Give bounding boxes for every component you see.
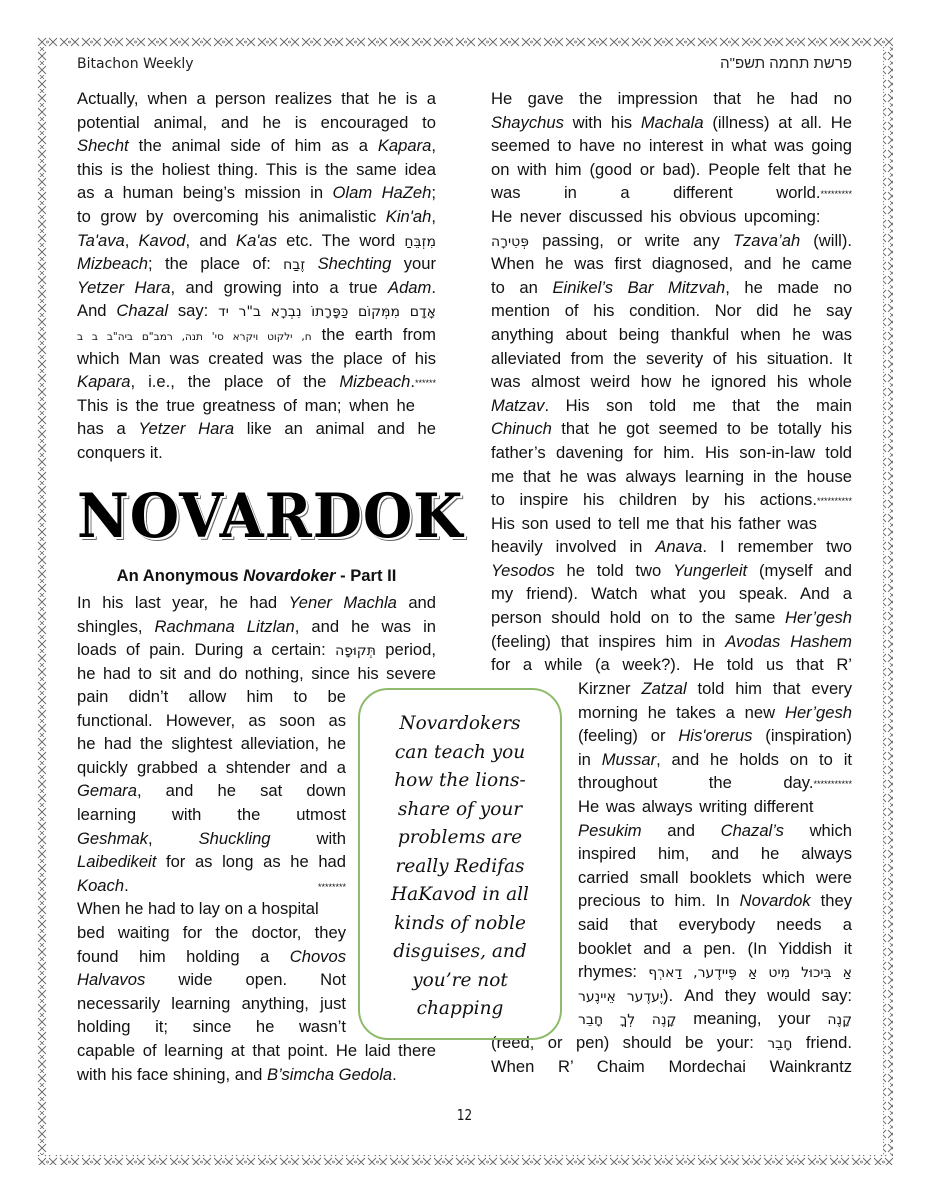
italic-term: Chazal [116,301,169,321]
italic-term: Matzav [491,395,545,415]
text-run: friend. [792,1033,852,1052]
text-run: throughout the day. [578,773,814,793]
text-run: the animal side of him as a [128,136,378,156]
text-line [77,591,436,615]
text-run: like an animal and he [234,419,436,439]
text-line [491,323,852,347]
hebrew-citation: ח, ילקוט ויקרא סי' תנה, רמב"ם ביה"ב ב ב [77,330,312,343]
italic-term: Ta'ava [77,230,125,250]
text-run: has a [77,419,139,439]
text-run: , [431,136,436,156]
left-article-full-width [77,591,436,685]
text-run: say: [168,301,219,321]
pull-quote-line: really Redifas [395,855,525,877]
italic-term: Ka'as [236,230,278,250]
text-run: ; [431,183,437,203]
text-run: with [270,828,346,848]
text-run: . [431,277,436,297]
left-article-wrapped [77,685,346,1039]
text-line [77,897,346,921]
italic-term: Her’gesh [784,608,852,628]
italic-term: Kapara [377,136,432,156]
pull-quote-box [358,688,562,1040]
text-line [491,488,852,512]
text-run: rhymes: [578,962,649,982]
text-line [491,465,852,489]
text-line [77,968,346,992]
text-line [491,276,852,300]
text-run: mention of his condition. Nor did he say [491,301,852,321]
text-run: potential animal, and he is encouraged to [77,112,436,132]
text-run: (will). [800,230,852,250]
text-run: . His son told me that the main [544,395,852,415]
text-run: (myself and [747,560,852,580]
italic-term: Yungerleit [673,560,748,580]
text-line [491,205,852,229]
text-line [491,299,852,323]
text-line [578,937,852,961]
text-line [77,323,436,347]
hebrew-word: אָדָם מִמְּקוֹם כַּפָּרָתוֹ נִבְרָא ב"ר יד [218,304,437,321]
text-line [578,889,852,913]
text-line [77,205,436,229]
text-line [578,819,852,843]
text-line [77,638,436,662]
italic-term: Mizbeach [339,372,411,392]
text-run: was almost weird how he ignored his whole [491,372,852,392]
text-line [77,441,436,465]
text-line [491,535,852,559]
text-line [77,229,436,253]
text-line [491,229,852,253]
italic-term: Kin'ah [385,206,432,226]
text-run: (feeling) or [578,726,679,746]
section-separator-stars: *********** [813,779,852,790]
text-run: , and [185,230,237,250]
text-run: my friend). Watch what you speak. And a [491,584,852,604]
text-line [77,827,346,851]
text-line [77,181,436,205]
text-line [77,615,436,639]
italic-term: Pesukim [578,820,642,840]
text-run: said that everybody needs a [578,914,852,934]
text-line [77,850,346,874]
section-separator-stars: ********** [816,496,852,507]
text-run: father’s davening for him. His son-in-law told [491,442,852,462]
italic-term: Yesodos [491,560,555,580]
italic-term: Mizbeach [77,254,149,274]
pull-quote-line: Novardokers [399,713,521,734]
hebrew-word: תְּקוּפָה [335,643,376,660]
italic-term: Shechting [317,254,392,274]
right-column-end [491,1031,852,1078]
text-run [305,254,317,273]
left-article-end [77,1039,436,1086]
text-line [491,252,852,276]
text-run: person should hold on to the same [491,608,785,628]
text-run: and [641,820,721,840]
text-run: learning with the utmost [77,804,346,824]
text-run: meaning, your [676,1009,828,1029]
text-run: (reed, or pen) should be your: [491,1033,768,1052]
text-line [491,630,852,654]
text-run: , and he sat down [136,781,346,801]
text-line [491,653,852,677]
page-number: 12 [456,1106,473,1124]
text-run: as a human being’s mission in [77,183,333,203]
text-run: In his last year, he had [77,593,289,612]
text-run: , he made no [725,277,852,297]
italic-term: Shuckling [198,828,271,848]
text-run: heavily involved in [491,537,656,557]
text-run: conquers it. [77,442,163,462]
section-separator-stars: ********* [820,189,852,200]
hebrew-word: יֶעדֶער אֵיינֶער [578,988,663,1005]
text-run: to grow by overcoming his animalistic [77,206,386,226]
text-line [491,347,852,371]
italic-term: Chovos [289,946,346,966]
italic-term: Her’gesh [784,702,852,722]
text-run: booklet and a pen. (In Yiddish it [578,938,852,958]
hebrew-word: זֶבַח [283,257,306,274]
right-column-full-width [491,87,852,677]
text-line [491,1055,852,1079]
text-run: ). And they would say: [662,985,852,1005]
text-run: When he had to lay on a hospital [77,899,319,919]
text-line [77,779,346,803]
italic-term: Yetzer Hara [77,277,171,297]
text-line [77,111,436,135]
hebrew-word: קָנֶה [827,1012,852,1029]
text-run: When R’ Chaim Mordechai Wainkrantz [491,1056,852,1076]
article-subtitle [77,566,436,586]
pull-quote-line: problems are [397,827,523,848]
text-run: they [810,891,852,911]
text-run: He gave the impression that he had no [491,89,852,108]
text-line [77,417,436,441]
text-line [578,1007,852,1031]
text-run: to inspire his children by his actions. [491,490,817,510]
text-run: pain didn’t allow him to be [77,687,346,706]
subtitle-prefix: An Anonymous [116,566,244,585]
italic-term: Adam [388,277,432,297]
text-line [77,992,346,1016]
text-line [77,756,346,780]
text-line [77,1015,346,1039]
text-line [491,606,852,630]
text-run: and [396,593,437,612]
text-run: passing, or write any [529,230,733,250]
text-line [578,866,852,890]
section-separator-stars: ******** [317,881,346,892]
text-line [578,771,852,795]
pull-quote-line: share of your [397,798,523,820]
hebrew-word: אַ בִּיכוּל מִיט אַ פֶּיידֶער, דַארְף [648,965,852,982]
italic-term: Shecht [77,136,129,156]
section-separator-stars: ****** [414,378,436,389]
text-line [77,87,436,111]
text-line [491,394,852,418]
text-run: which [783,820,852,840]
text-line [578,748,852,772]
text-line [578,701,852,725]
text-line [491,582,852,606]
text-run: that he got seemed to be totally his [551,419,852,439]
text-line [491,158,852,182]
text-run: ; the place of: [148,254,284,274]
text-run: . [410,372,415,392]
italic-term: Machala [640,112,704,132]
text-run: , and he was in [294,616,436,636]
italic-term: Halvavos [77,970,146,990]
text-line [77,1039,436,1063]
text-line [77,874,346,898]
pull-quote-line: chapping [416,998,504,1019]
text-line [77,276,436,300]
text-run: . [392,1064,397,1084]
italic-term: Gemara [77,781,137,801]
text-run: shingles, [77,616,155,636]
text-run: he had to sit and do nothing, since his severe [77,663,436,683]
text-run: carried small booklets which were [578,867,852,887]
left-column-intro [77,87,436,465]
italic-term: Novardok [739,891,811,911]
text-line [491,370,852,394]
italic-term: Shaychus [491,112,564,132]
text-line [77,662,436,686]
text-line [578,724,852,748]
italic-term: Chinuch [491,419,552,439]
hebrew-word: פְּטִירָה [491,233,530,250]
text-run: He was always writing different [578,796,814,816]
hebrew-word: קָנֶה לְךָ חָבֵר [578,1012,677,1029]
text-line [77,685,346,709]
italic-term: Mussar [601,749,657,769]
pull-quote-line: disguises, and [393,941,527,962]
text-run: with his [563,112,641,132]
text-run: capable of learning at that point. He laid there [77,1041,436,1060]
text-run: . [124,875,129,895]
text-line [77,803,346,827]
italic-term: Yetzer Hara [138,419,235,439]
subtitle-italic: Novardoker [243,566,336,585]
text-run: he had the slightest alleviation, he [77,734,346,754]
publication-name: Bitachon Weekly [77,56,194,72]
text-run: , [431,206,436,226]
text-line [77,252,436,276]
text-run: anything about being thankful when he was [491,324,852,344]
text-run: This is the true greatness of man; when he [77,395,415,415]
text-line [491,441,852,465]
italic-term: Rachmana Litzlan [154,616,295,636]
text-line [491,512,852,536]
text-run: He never discussed his obvious upcoming: [491,206,821,226]
text-run: for a while (a week?). He told us that R’ [491,655,852,675]
right-column-wrapped [578,677,852,1031]
text-run: . I remember two [702,537,852,557]
text-line [578,842,852,866]
text-run: in [578,749,602,769]
text-run: , and growing into a true [170,277,389,297]
article-title: NOVARDOK [77,481,464,552]
text-line [578,913,852,937]
text-run: When he was first diagnosed, and he came [491,254,852,274]
text-run: functional. However, as soon as [77,710,346,730]
italic-term: Koach [77,875,125,895]
text-run: wide open. Not [145,970,346,990]
text-line [491,111,852,135]
italic-term: Olam HaZeh [332,183,432,203]
text-run: morning he takes a new [578,702,785,722]
text-run: bed waiting for the doctor, they [77,922,346,942]
pull-quote-line: kinds of noble [394,912,526,934]
text-run: on with him (good or bad). People felt that he [491,159,852,179]
text-line [578,677,852,701]
text-run: for as long as he had [156,852,346,872]
text-run: me that he was always learning in the house [491,466,852,486]
text-line [491,417,852,441]
text-line [77,158,436,182]
text-run: And [77,301,117,321]
text-line [578,795,852,819]
italic-term: Avodas Hashem [725,631,853,651]
text-line [77,945,346,969]
italic-term: B’simcha Gedola [267,1064,393,1084]
text-line [578,960,852,984]
text-run: was in a different world. [491,183,821,203]
text-run: found him holding a [77,946,290,966]
text-run: told him that every [686,679,852,698]
text-run: to an [491,277,553,297]
text-run: Kirzner [578,679,642,698]
text-run: etc. The word [277,230,405,250]
pull-quote-line: you’re not [412,969,508,991]
text-run: Actually, when a person realizes that he is a [77,89,436,108]
italic-term: His'orerus [678,726,753,746]
hebrew-word: מִזְבֵּחַ [404,233,436,250]
text-run: (inspiration) [752,726,852,746]
text-line [77,1063,436,1087]
pull-quote-line: how the lions- [394,770,526,791]
text-run: inspired him, and he always [578,844,852,864]
text-line [77,134,436,158]
text-run: the earth from [311,324,436,344]
pull-quote-line: HaKavod in all [391,884,529,905]
text-run: , and he holds on to it [656,749,852,769]
text-run: quickly grabbed a shtender and a [77,757,346,777]
italic-term: Laibedikeit [77,852,157,872]
text-run: he told two [554,560,674,580]
pull-quote-text [360,710,560,1024]
text-line [77,299,436,323]
subtitle-suffix: - Part II [335,566,397,585]
text-run: His son used to tell me that his father was [491,513,817,533]
text-line [77,394,436,418]
text-run: (feeling) that inspires him in [491,631,726,651]
text-run: your [391,254,436,274]
text-line [491,181,852,205]
text-run: , [148,828,199,848]
text-run: holding it; since he wasn’t [77,1017,346,1037]
text-run: , [124,230,139,250]
text-line [77,732,346,756]
text-run: loads of pain. During a certain: [77,640,336,660]
text-line [77,921,346,945]
italic-term: Zatzal [641,679,687,698]
text-line [77,347,436,371]
italic-term: Anava [655,537,703,557]
text-line [77,709,346,733]
italic-term: Geshmak [77,828,149,848]
text-run: this is the holiest thing. This is the same idea [77,159,436,179]
text-run: which Man was created was the place of his [77,348,436,368]
text-run: precious to him. In [578,891,740,911]
text-line [77,370,436,394]
text-run: necessarily learning anything, just [77,993,346,1013]
text-run: seemed to have no interest in what was going [491,136,852,156]
text-run: alleviated from the severity of his situation. It [491,348,852,368]
hebrew-word: חָבֵר [767,1036,793,1052]
italic-term: Yener Machla [288,593,397,612]
italic-term: Einikel’s Bar Mitzvah [552,277,726,297]
italic-term: Kavod [138,230,186,250]
italic-term: Kapara [77,372,131,392]
italic-term: Tzava’ah [732,230,801,250]
text-line [578,984,852,1008]
parsha-title: פרשת תחמה תשפ"ה [720,55,852,72]
text-run: , i.e., the place of the [130,372,340,392]
text-line [491,87,852,111]
text-run: period, [375,640,436,660]
text-run: (illness) at all. He [703,112,852,132]
text-run: with his face shining, and [77,1064,268,1084]
text-line [491,134,852,158]
pull-quote-line: can teach you [394,741,526,763]
italic-term: Chazal’s [720,820,784,840]
text-line [491,559,852,583]
